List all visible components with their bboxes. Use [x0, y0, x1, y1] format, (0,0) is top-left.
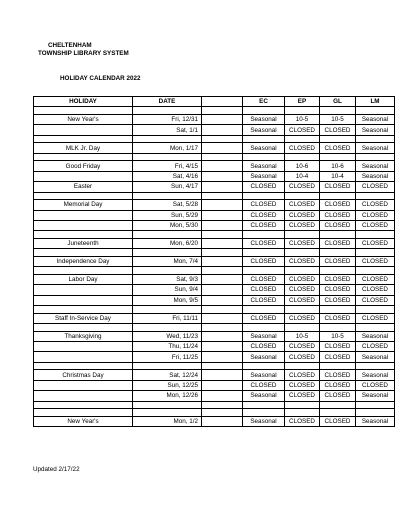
- spacer-row: [34, 135, 395, 143]
- gl-hours-cell: 10-5: [320, 114, 356, 124]
- spacer-row: [34, 192, 395, 200]
- ep-hours-cell: CLOSED: [285, 256, 320, 266]
- holiday-cell: [34, 295, 133, 305]
- lm-hours-cell: CLOSED: [356, 295, 395, 305]
- gl-hours-cell: CLOSED: [320, 200, 356, 210]
- ep-hours-cell: CLOSED: [285, 341, 320, 351]
- spacer-cell: [243, 267, 285, 275]
- spacer-cell: [356, 231, 395, 239]
- spacer-cell: [356, 409, 395, 417]
- spacer-cell: [34, 231, 133, 239]
- spacer-cell: [243, 409, 285, 417]
- blank-cell: [202, 210, 243, 220]
- spacer-row: [34, 231, 395, 239]
- spacer-cell: [34, 324, 133, 332]
- ep-hours-cell: CLOSED: [285, 313, 320, 323]
- spacer-cell: [34, 267, 133, 275]
- gl-hours-cell: CLOSED: [320, 210, 356, 220]
- lm-hours-cell: Seasonal: [356, 114, 395, 124]
- spacer-cell: [133, 306, 202, 314]
- spacer-cell: [133, 107, 202, 115]
- spacer-row: [34, 267, 395, 275]
- table-row: [34, 210, 395, 220]
- ec-hours-cell: Seasonal: [243, 125, 285, 135]
- spacer-cell: [202, 362, 243, 370]
- spacer-cell: [285, 409, 320, 417]
- date-cell: Mon, 12/26: [133, 391, 202, 401]
- spacer-cell: [34, 153, 133, 161]
- gl-hours-cell: CLOSED: [320, 352, 356, 362]
- spacer-cell: [320, 409, 356, 417]
- gl-hours-cell: CLOSED: [320, 391, 356, 401]
- table-row: [34, 171, 395, 181]
- spacer-cell: [202, 231, 243, 239]
- ep-hours-cell: CLOSED: [285, 125, 320, 135]
- spacer-cell: [285, 135, 320, 143]
- lm-hours-cell: Seasonal: [356, 143, 395, 153]
- blank-cell: [202, 200, 243, 210]
- blank-cell: [202, 220, 243, 230]
- holiday-cell: Easter: [34, 182, 133, 192]
- spacer-cell: [320, 362, 356, 370]
- ep-hours-cell: CLOSED: [285, 295, 320, 305]
- table-row: [34, 256, 395, 266]
- lm-hours-cell: Seasonal: [356, 352, 395, 362]
- spacer-cell: [285, 324, 320, 332]
- spacer-cell: [133, 192, 202, 200]
- spacer-cell: [243, 107, 285, 115]
- table-row: [34, 161, 395, 171]
- spacer-cell: [202, 306, 243, 314]
- holiday-cell: [34, 125, 133, 135]
- gl-hours-cell: CLOSED: [320, 285, 356, 295]
- spacer-cell: [320, 324, 356, 332]
- header-blank: [202, 97, 243, 107]
- ec-hours-cell: CLOSED: [243, 220, 285, 230]
- blank-cell: [202, 341, 243, 351]
- ep-hours-cell: CLOSED: [285, 391, 320, 401]
- blank-cell: [202, 295, 243, 305]
- spacer-cell: [285, 401, 320, 409]
- spacer-cell: [285, 231, 320, 239]
- date-cell: Sun, 4/17: [133, 182, 202, 192]
- table-row: [34, 285, 395, 295]
- spacer-cell: [320, 249, 356, 257]
- table-row: [34, 416, 395, 426]
- ec-hours-cell: CLOSED: [243, 313, 285, 323]
- date-cell: Fri, 11/25: [133, 352, 202, 362]
- spacer-cell: [202, 267, 243, 275]
- table-row: [34, 313, 395, 323]
- ep-hours-cell: 10-6: [285, 161, 320, 171]
- ep-hours-cell: CLOSED: [285, 380, 320, 390]
- calendar-body: [34, 107, 395, 427]
- spacer-cell: [320, 135, 356, 143]
- holiday-cell: [34, 171, 133, 181]
- ep-hours-cell: 10-5: [285, 331, 320, 341]
- table-row: [34, 380, 395, 390]
- date-cell: Mon, 1/2: [133, 416, 202, 426]
- blank-cell: [202, 352, 243, 362]
- spacer-cell: [356, 267, 395, 275]
- header-lm: LM: [356, 97, 395, 107]
- updated-note: Updated 2/17/22: [33, 466, 80, 473]
- lm-hours-cell: Seasonal: [356, 331, 395, 341]
- blank-cell: [202, 331, 243, 341]
- date-cell: Sat, 9/3: [133, 274, 202, 284]
- ec-hours-cell: Seasonal: [243, 331, 285, 341]
- spacer-cell: [356, 135, 395, 143]
- ec-hours-cell: Seasonal: [243, 416, 285, 426]
- holiday-calendar-table: [33, 96, 395, 427]
- header-row: [34, 97, 395, 107]
- ec-hours-cell: CLOSED: [243, 200, 285, 210]
- spacer-cell: [34, 192, 133, 200]
- ec-hours-cell: CLOSED: [243, 285, 285, 295]
- spacer-cell: [34, 306, 133, 314]
- ep-hours-cell: CLOSED: [285, 274, 320, 284]
- spacer-cell: [133, 135, 202, 143]
- blank-cell: [202, 416, 243, 426]
- lm-hours-cell: CLOSED: [356, 285, 395, 295]
- table-row: [34, 295, 395, 305]
- spacer-cell: [133, 401, 202, 409]
- date-cell: Mon, 6/20: [133, 238, 202, 248]
- spacer-cell: [285, 362, 320, 370]
- spacer-cell: [202, 249, 243, 257]
- holiday-cell: [34, 352, 133, 362]
- lm-hours-cell: CLOSED: [356, 256, 395, 266]
- spacer-cell: [202, 401, 243, 409]
- gl-hours-cell: CLOSED: [320, 256, 356, 266]
- date-cell: Thu, 11/24: [133, 341, 202, 351]
- gl-hours-cell: CLOSED: [320, 341, 356, 351]
- ec-hours-cell: CLOSED: [243, 341, 285, 351]
- date-cell: Mon, 1/17: [133, 143, 202, 153]
- spacer-cell: [133, 362, 202, 370]
- gl-hours-cell: CLOSED: [320, 220, 356, 230]
- spacer-cell: [133, 324, 202, 332]
- spacer-cell: [243, 324, 285, 332]
- ep-hours-cell: CLOSED: [285, 416, 320, 426]
- lm-hours-cell: CLOSED: [356, 380, 395, 390]
- spacer-cell: [34, 107, 133, 115]
- blank-cell: [202, 171, 243, 181]
- blank-cell: [202, 161, 243, 171]
- spacer-cell: [285, 107, 320, 115]
- holiday-cell: [34, 391, 133, 401]
- spacer-row: [34, 409, 395, 417]
- spacer-cell: [133, 153, 202, 161]
- spacer-cell: [320, 306, 356, 314]
- spacer-cell: [285, 249, 320, 257]
- table-row: [34, 220, 395, 230]
- date-cell: Fri, 4/15: [133, 161, 202, 171]
- ep-hours-cell: 10-4: [285, 171, 320, 181]
- date-cell: Sun, 5/29: [133, 210, 202, 220]
- ec-hours-cell: Seasonal: [243, 161, 285, 171]
- spacer-cell: [202, 192, 243, 200]
- ep-hours-cell: CLOSED: [285, 352, 320, 362]
- table-row: [34, 143, 395, 153]
- ep-hours-cell: CLOSED: [285, 238, 320, 248]
- spacer-cell: [320, 192, 356, 200]
- spacer-cell: [243, 306, 285, 314]
- gl-hours-cell: CLOSED: [320, 380, 356, 390]
- lm-hours-cell: CLOSED: [356, 238, 395, 248]
- date-cell: Mon, 5/30: [133, 220, 202, 230]
- gl-hours-cell: CLOSED: [320, 143, 356, 153]
- holiday-cell: Staff In-Service Day: [34, 313, 133, 323]
- holiday-cell: New Year's: [34, 114, 133, 124]
- gl-hours-cell: 10-5: [320, 331, 356, 341]
- lm-hours-cell: CLOSED: [356, 200, 395, 210]
- spacer-cell: [285, 306, 320, 314]
- lm-hours-cell: Seasonal: [356, 171, 395, 181]
- spacer-cell: [356, 306, 395, 314]
- header-gl: GL: [320, 97, 356, 107]
- ec-hours-cell: Seasonal: [243, 171, 285, 181]
- date-cell: Sat, 4/16: [133, 171, 202, 181]
- holiday-cell: [34, 285, 133, 295]
- holiday-cell: Labor Day: [34, 274, 133, 284]
- spacer-cell: [356, 401, 395, 409]
- spacer-cell: [356, 362, 395, 370]
- blank-cell: [202, 125, 243, 135]
- table-row: [34, 182, 395, 192]
- ep-hours-cell: CLOSED: [285, 210, 320, 220]
- date-cell: Sun, 9/4: [133, 285, 202, 295]
- spacer-row: [34, 107, 395, 115]
- date-cell: Fri, 11/11: [133, 313, 202, 323]
- lm-hours-cell: Seasonal: [356, 416, 395, 426]
- table-row: [34, 274, 395, 284]
- lm-hours-cell: Seasonal: [356, 161, 395, 171]
- ec-hours-cell: Seasonal: [243, 391, 285, 401]
- spacer-cell: [356, 249, 395, 257]
- spacer-cell: [285, 192, 320, 200]
- ep-hours-cell: CLOSED: [285, 370, 320, 380]
- table-row: [34, 238, 395, 248]
- gl-hours-cell: CLOSED: [320, 370, 356, 380]
- lm-hours-cell: Seasonal: [356, 391, 395, 401]
- gl-hours-cell: CLOSED: [320, 295, 356, 305]
- ep-hours-cell: 10-5: [285, 114, 320, 124]
- gl-hours-cell: 10-4: [320, 171, 356, 181]
- blank-cell: [202, 285, 243, 295]
- spacer-cell: [202, 409, 243, 417]
- blank-cell: [202, 313, 243, 323]
- spacer-cell: [202, 324, 243, 332]
- holiday-cell: Memorial Day: [34, 200, 133, 210]
- ec-hours-cell: CLOSED: [243, 210, 285, 220]
- ec-hours-cell: Seasonal: [243, 370, 285, 380]
- blank-cell: [202, 114, 243, 124]
- spacer-cell: [243, 249, 285, 257]
- spacer-cell: [34, 401, 133, 409]
- lm-hours-cell: CLOSED: [356, 341, 395, 351]
- ep-hours-cell: CLOSED: [285, 285, 320, 295]
- holiday-cell: MLK Jr. Day: [34, 143, 133, 153]
- date-cell: Sun, 12/25: [133, 380, 202, 390]
- spacer-cell: [356, 107, 395, 115]
- ep-hours-cell: CLOSED: [285, 143, 320, 153]
- gl-hours-cell: CLOSED: [320, 416, 356, 426]
- spacer-cell: [243, 192, 285, 200]
- lm-hours-cell: CLOSED: [356, 210, 395, 220]
- spacer-cell: [133, 409, 202, 417]
- date-cell: Sat, 1/1: [133, 125, 202, 135]
- org-name-line2: TOWNSHIP LIBRARY SYSTEM: [38, 50, 129, 57]
- header-ec: EC: [243, 97, 285, 107]
- ec-hours-cell: CLOSED: [243, 182, 285, 192]
- spacer-cell: [202, 135, 243, 143]
- gl-hours-cell: CLOSED: [320, 313, 356, 323]
- table-row: [34, 391, 395, 401]
- spacer-cell: [320, 107, 356, 115]
- spacer-row: [34, 249, 395, 257]
- table-row: [34, 200, 395, 210]
- spacer-cell: [133, 231, 202, 239]
- date-cell: Wed, 11/23: [133, 331, 202, 341]
- spacer-cell: [202, 107, 243, 115]
- spacer-cell: [34, 249, 133, 257]
- holiday-cell: [34, 220, 133, 230]
- date-cell: Sat, 12/24: [133, 370, 202, 380]
- lm-hours-cell: CLOSED: [356, 313, 395, 323]
- spacer-row: [34, 362, 395, 370]
- date-cell: Mon, 9/5: [133, 295, 202, 305]
- spacer-cell: [285, 267, 320, 275]
- gl-hours-cell: CLOSED: [320, 238, 356, 248]
- ep-hours-cell: CLOSED: [285, 220, 320, 230]
- gl-hours-cell: CLOSED: [320, 125, 356, 135]
- spacer-cell: [243, 135, 285, 143]
- lm-hours-cell: Seasonal: [356, 370, 395, 380]
- ec-hours-cell: Seasonal: [243, 114, 285, 124]
- lm-hours-cell: CLOSED: [356, 182, 395, 192]
- holiday-cell: [34, 380, 133, 390]
- lm-hours-cell: Seasonal: [356, 125, 395, 135]
- holiday-cell: [34, 341, 133, 351]
- spacer-cell: [243, 401, 285, 409]
- header-ep: EP: [285, 97, 320, 107]
- blank-cell: [202, 370, 243, 380]
- spacer-cell: [34, 409, 133, 417]
- spacer-row: [34, 153, 395, 161]
- spacer-cell: [133, 267, 202, 275]
- spacer-cell: [133, 249, 202, 257]
- holiday-cell: Good Friday: [34, 161, 133, 171]
- header-date: DATE: [133, 97, 202, 107]
- holiday-cell: Juneteenth: [34, 238, 133, 248]
- spacer-row: [34, 324, 395, 332]
- org-name-line1: CHELTENHAM: [48, 42, 92, 49]
- holiday-cell: Christmas Day: [34, 370, 133, 380]
- spacer-cell: [320, 231, 356, 239]
- table-row: [34, 341, 395, 351]
- ep-hours-cell: CLOSED: [285, 200, 320, 210]
- calendar-title: HOLIDAY CALENDAR 2022: [60, 75, 141, 82]
- spacer-cell: [243, 153, 285, 161]
- ec-hours-cell: CLOSED: [243, 274, 285, 284]
- spacer-row: [34, 306, 395, 314]
- spacer-cell: [320, 153, 356, 161]
- spacer-cell: [320, 267, 356, 275]
- ec-hours-cell: CLOSED: [243, 256, 285, 266]
- holiday-cell: Thanksgiving: [34, 331, 133, 341]
- table-row: [34, 370, 395, 380]
- lm-hours-cell: CLOSED: [356, 274, 395, 284]
- spacer-row: [34, 401, 395, 409]
- ec-hours-cell: CLOSED: [243, 295, 285, 305]
- spacer-cell: [285, 153, 320, 161]
- spacer-cell: [320, 401, 356, 409]
- lm-hours-cell: CLOSED: [356, 220, 395, 230]
- table-row: [34, 114, 395, 124]
- ec-hours-cell: Seasonal: [243, 143, 285, 153]
- gl-hours-cell: CLOSED: [320, 274, 356, 284]
- blank-cell: [202, 391, 243, 401]
- spacer-cell: [243, 362, 285, 370]
- holiday-cell: New Year's: [34, 416, 133, 426]
- blank-cell: [202, 274, 243, 284]
- table-row: [34, 352, 395, 362]
- spacer-cell: [356, 153, 395, 161]
- gl-hours-cell: CLOSED: [320, 182, 356, 192]
- spacer-cell: [243, 231, 285, 239]
- spacer-cell: [356, 192, 395, 200]
- table-row: [34, 125, 395, 135]
- spacer-cell: [34, 135, 133, 143]
- blank-cell: [202, 238, 243, 248]
- blank-cell: [202, 256, 243, 266]
- date-cell: Sat, 5/28: [133, 200, 202, 210]
- spacer-cell: [356, 324, 395, 332]
- date-cell: Fri, 12/31: [133, 114, 202, 124]
- holiday-cell: Independence Day: [34, 256, 133, 266]
- spacer-cell: [34, 362, 133, 370]
- ec-hours-cell: CLOSED: [243, 380, 285, 390]
- blank-cell: [202, 380, 243, 390]
- table-row: [34, 331, 395, 341]
- spacer-cell: [202, 153, 243, 161]
- ep-hours-cell: CLOSED: [285, 182, 320, 192]
- date-cell: Mon, 7/4: [133, 256, 202, 266]
- blank-cell: [202, 182, 243, 192]
- blank-cell: [202, 143, 243, 153]
- gl-hours-cell: 10-6: [320, 161, 356, 171]
- ec-hours-cell: Seasonal: [243, 352, 285, 362]
- ec-hours-cell: CLOSED: [243, 238, 285, 248]
- holiday-cell: [34, 210, 133, 220]
- header-holiday: HOLIDAY: [34, 97, 133, 107]
